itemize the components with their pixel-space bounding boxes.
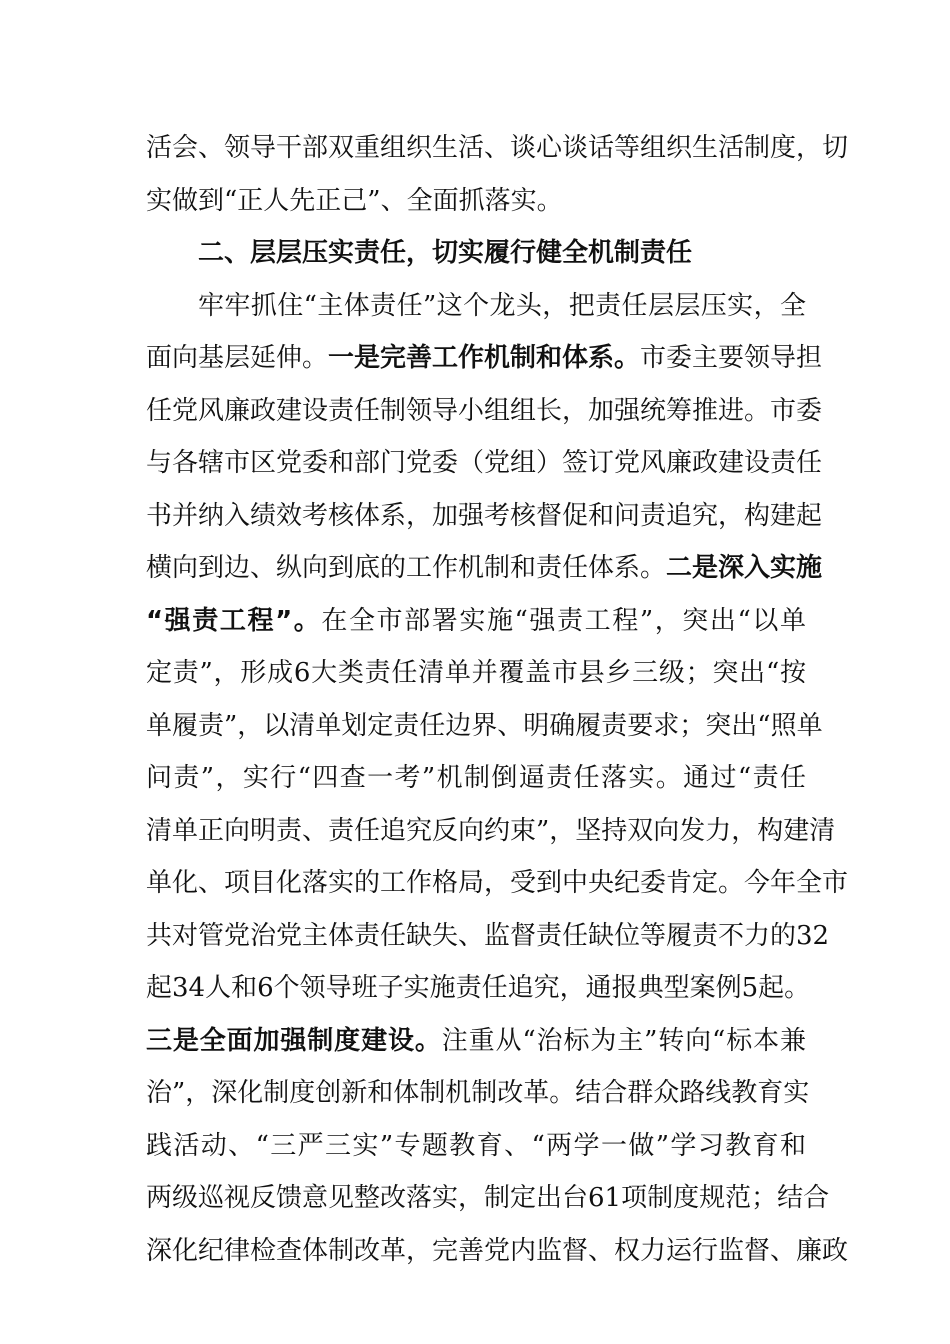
bold-point-1: 一是完善工作机制和体系。: [328, 343, 641, 373]
body-line-12: 问责”，实行“四查一考”机制倒逼责任落实。通过“责任: [146, 763, 806, 793]
bold-point-3: 三是全面加强制度建设。: [146, 1026, 442, 1056]
body-line-14: 单化、项目化落实的工作格局，受到中央纪委肯定。今年全市: [146, 868, 849, 898]
text-run: 在全市部署实施“强责工程”，突出“以单: [321, 606, 806, 636]
body-line-5: 任党风廉政建设责任制领导小组组长，加强统筹推进。市委: [146, 396, 823, 426]
body-line-8: [146, 548, 823, 588]
body-line-2: 实做到“正人先正己”、全面抓落实。: [146, 186, 563, 216]
body-line-13: 清单正向明责、责任追究反向约束”，坚持双向发力，构建清: [146, 816, 836, 846]
body-line-1: 活会、领导干部双重组织生活、谈心谈话等组织生活制度，切: [146, 133, 849, 163]
text-run: 市委主要领导担: [640, 343, 823, 373]
body-line-16: 起34人和6个领导班子实施责任追究，通报典型案例5起。: [146, 973, 811, 1003]
body-line-10: 定责”，形成6大类责任清单并覆盖市县乡三级；突出“按: [146, 658, 806, 688]
bold-point-2-cont: “强责工程”。: [146, 606, 322, 636]
text-run: 面向基层延伸。: [146, 343, 329, 373]
body-line-6: 与各辖市区党委和部门党委（党组）签订党风廉政建设责任: [146, 448, 823, 478]
section-heading: 二、层层压实责任，切实履行健全机制责任: [198, 238, 693, 268]
body-line-11: 单履责”，以清单划定责任边界、明确履责要求；突出“照单: [146, 711, 823, 741]
body-line-17: [146, 1021, 806, 1061]
body-line-19: 践活动、“三严三实”专题教育、“两学一做”学习教育和: [146, 1131, 806, 1161]
body-line-7: 书并纳入绩效考核体系，加强考核督促和问责追究，构建起: [146, 501, 823, 531]
bold-point-2: 二是深入实施: [666, 553, 823, 583]
body-line-21: 深化纪律检查体制改革，完善党内监督、权力运行监督、廉政: [146, 1236, 849, 1266]
body-line-20: 两级巡视反馈意见整改落实，制定出台61项制度规范；结合: [146, 1183, 830, 1213]
body-line-3: 牢牢抓住“主体责任”这个龙头，把责任层层压实，全: [198, 291, 806, 321]
text-run: 横向到边、纵向到底的工作机制和责任体系。: [146, 553, 667, 583]
body-line-4: [146, 338, 823, 378]
text-run: 注重从“治标为主”转向“标本兼: [441, 1026, 806, 1056]
body-line-18: 治”，深化制度创新和体制机制改革。结合群众路线教育实: [146, 1078, 810, 1108]
body-line-15: 共对管党治党主体责任缺失、监督责任缺位等履责不力的32: [146, 921, 830, 951]
body-line-9: [146, 601, 806, 641]
